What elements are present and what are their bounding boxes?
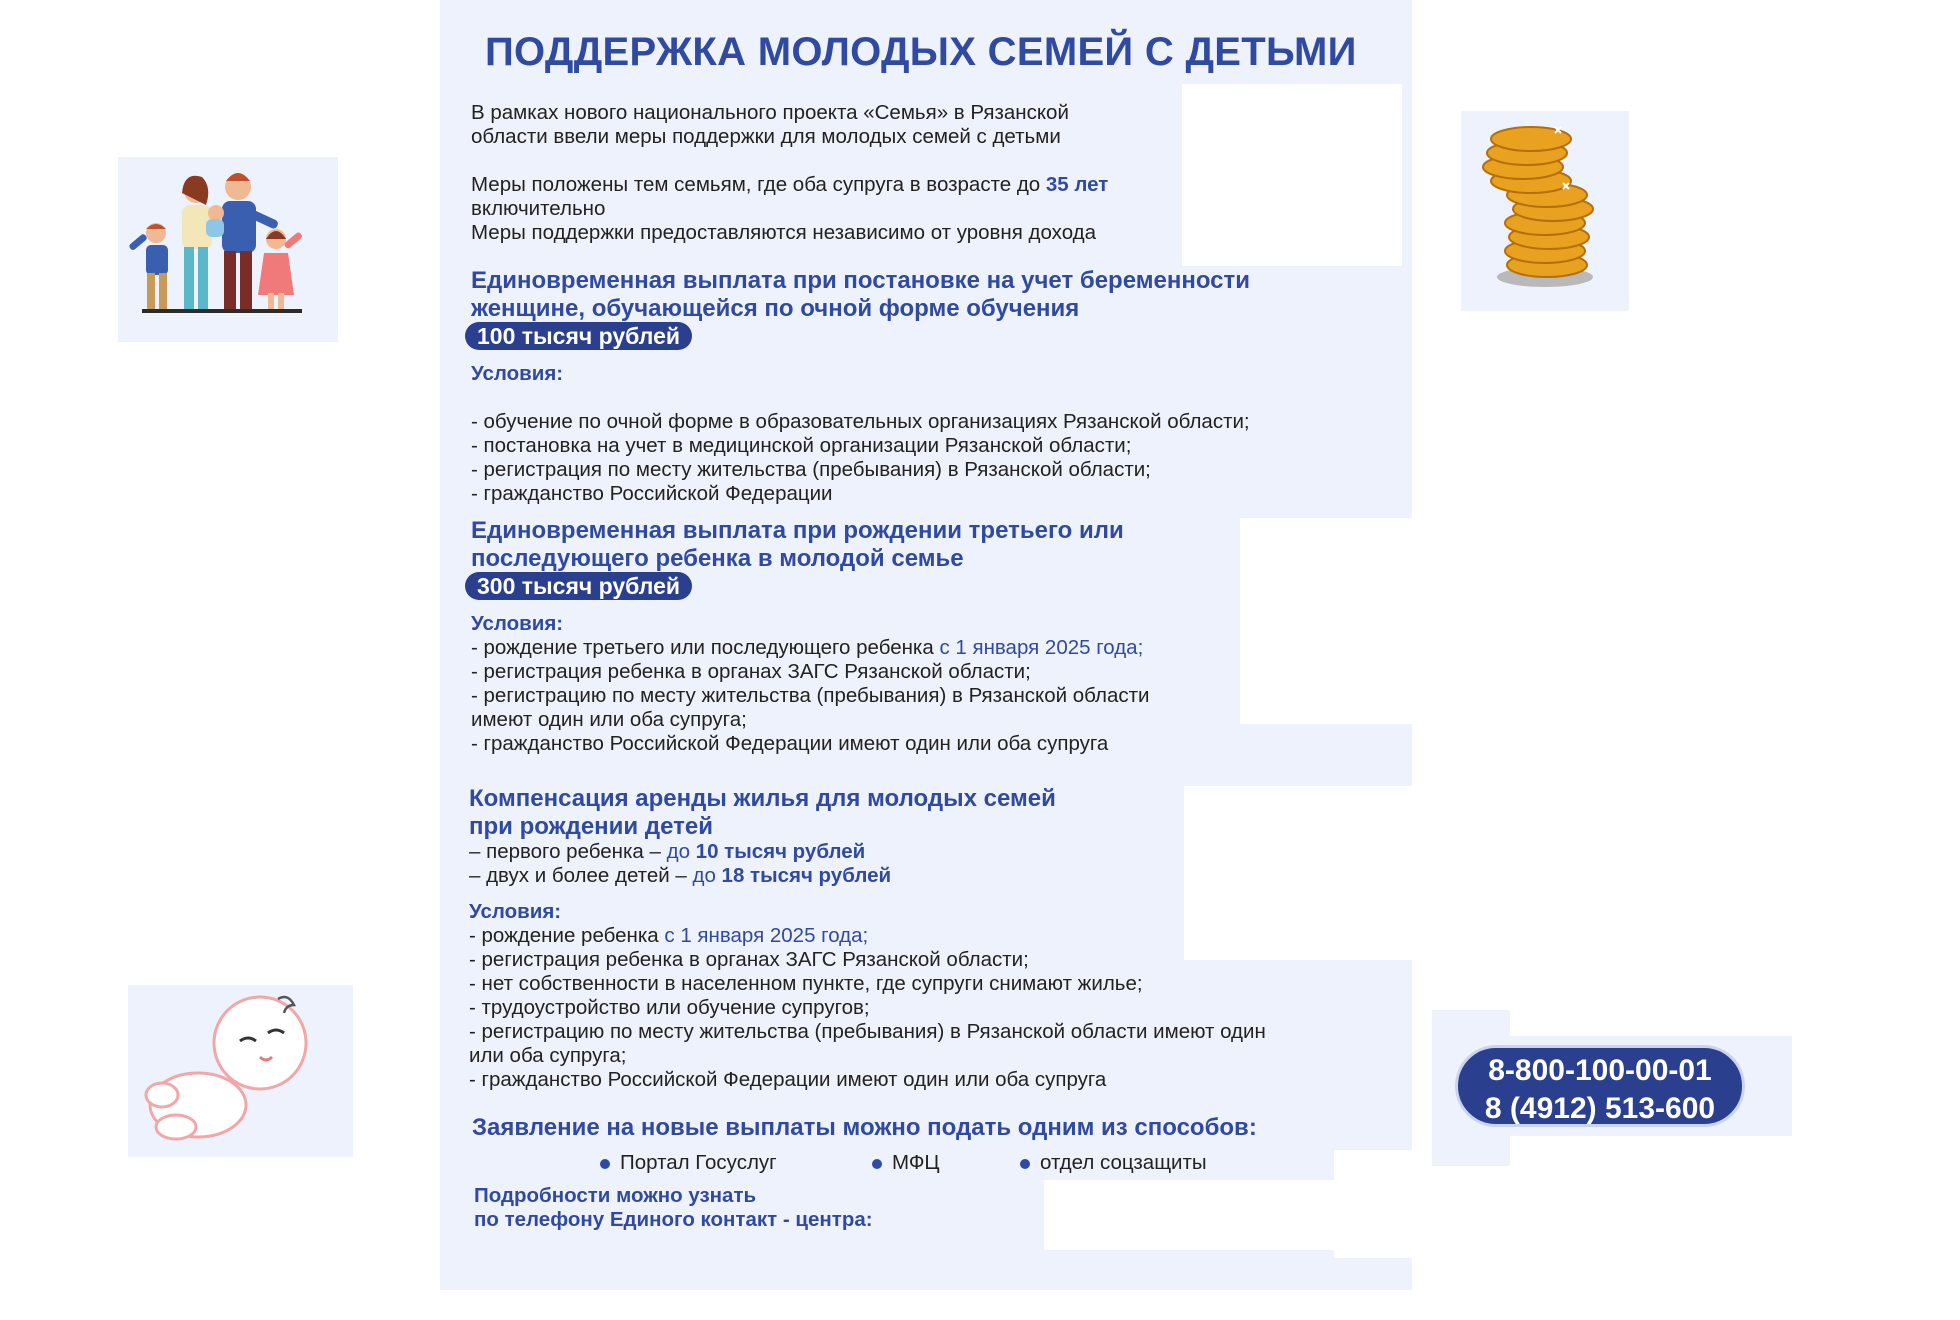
blank-area <box>1182 84 1402 266</box>
phone-badge <box>1455 1045 1745 1127</box>
apply-way: отдел соцзащиты <box>1020 1151 1207 1175</box>
amount-badge: 100 тысяч рублей <box>465 322 692 350</box>
intro-text: В рамках нового национального проекта «Семья» в Рязанской области ввели меры поддержки для молодых семей с детьми <box>471 101 1069 148</box>
amount-badge: 300 тысяч рублей <box>465 572 692 600</box>
apply-heading: Заявление на новые выплаты можно подать одним из способов: <box>472 1114 1257 1141</box>
conditions-label: Условия: <box>471 362 564 385</box>
age-highlight: 35 лет <box>1045 173 1109 196</box>
bullet-icon <box>1020 1159 1030 1169</box>
rent-amounts: – первого ребенка – до 10 тысяч рублей – двух и более детей – до 18 тысяч рублей <box>469 840 892 887</box>
apply-way: МФЦ <box>872 1151 940 1175</box>
coins-icon <box>1461 111 1629 311</box>
blank-area <box>1044 1180 1334 1250</box>
conditions-label: Условия: <box>471 612 564 635</box>
baby-illustration <box>128 985 353 1157</box>
baby-icon <box>128 985 353 1157</box>
bullet-icon <box>872 1159 882 1169</box>
section1-heading: Единовременная выплата при постановке на учет беременности женщине, обучающейся по очной форме обучения <box>471 267 1251 322</box>
conditions-label: Условия: <box>469 900 562 923</box>
section2-heading: Единовременная выплата при рождении третьего или последующего ребенка в молодой семье <box>471 517 1124 572</box>
section3-heading: Компенсация аренды жилья для молодых семей при рождении детей <box>469 785 1056 840</box>
age-text: Меры положены тем семьям, где оба супруга в возрасте до 35 лет включительно Меры поддержки предоставляются независимо от уровня дохода <box>471 173 1109 244</box>
family-illustration <box>118 157 338 342</box>
apply-way: Портал Госуслуг <box>600 1151 777 1175</box>
conditions-list: - обучение по очной форме в образовательных организациях Рязанской области; - постановка на учет в медицинской организации Рязанской области; - регистрация по месту жительства (пребывания) в Рязанской области; - гражданство Российской Федерации <box>471 410 1250 505</box>
phone-number[interactable]: 8 (4912) 513-600 <box>1484 1092 1716 1125</box>
coins-illustration <box>1461 111 1629 311</box>
phone-number[interactable]: 8-800-100-00-01 <box>1488 1054 1712 1087</box>
conditions-list: - рождение ребенка с 1 января 2025 года; - регистрация ребенка в органах ЗАГС Рязанской области; - нет собственности в населенном пункте, где супруги снимают жилье; - трудоустройство или обучение супругов; - регистрацию по месту жительства (пребывания) в Рязанской области имеют один или оба супруга; - гражданство Российской Федерации имеют один или оба супруга <box>469 924 1266 1091</box>
page-title: ПОДДЕРЖКА МОЛОДЫХ СЕМЕЙ С ДЕТЬМИ <box>485 30 1357 74</box>
bullet-icon <box>600 1159 610 1169</box>
blank-area <box>1240 518 1412 724</box>
family-icon <box>118 157 338 342</box>
conditions-list: - рождение третьего или последующего ребенка с 1 января 2025 года; - регистрация ребенка в органах ЗАГС Рязанской области; - регистрацию по месту жительства (пребывания) в Рязанской области имеют один или оба супруга; - гражданство Российской Федерации имеют один или оба супруга <box>471 636 1150 755</box>
blank-area <box>1334 1150 1412 1258</box>
contact-text: Подробности можно узнать по телефону Единого контакт - центра: <box>474 1184 873 1231</box>
